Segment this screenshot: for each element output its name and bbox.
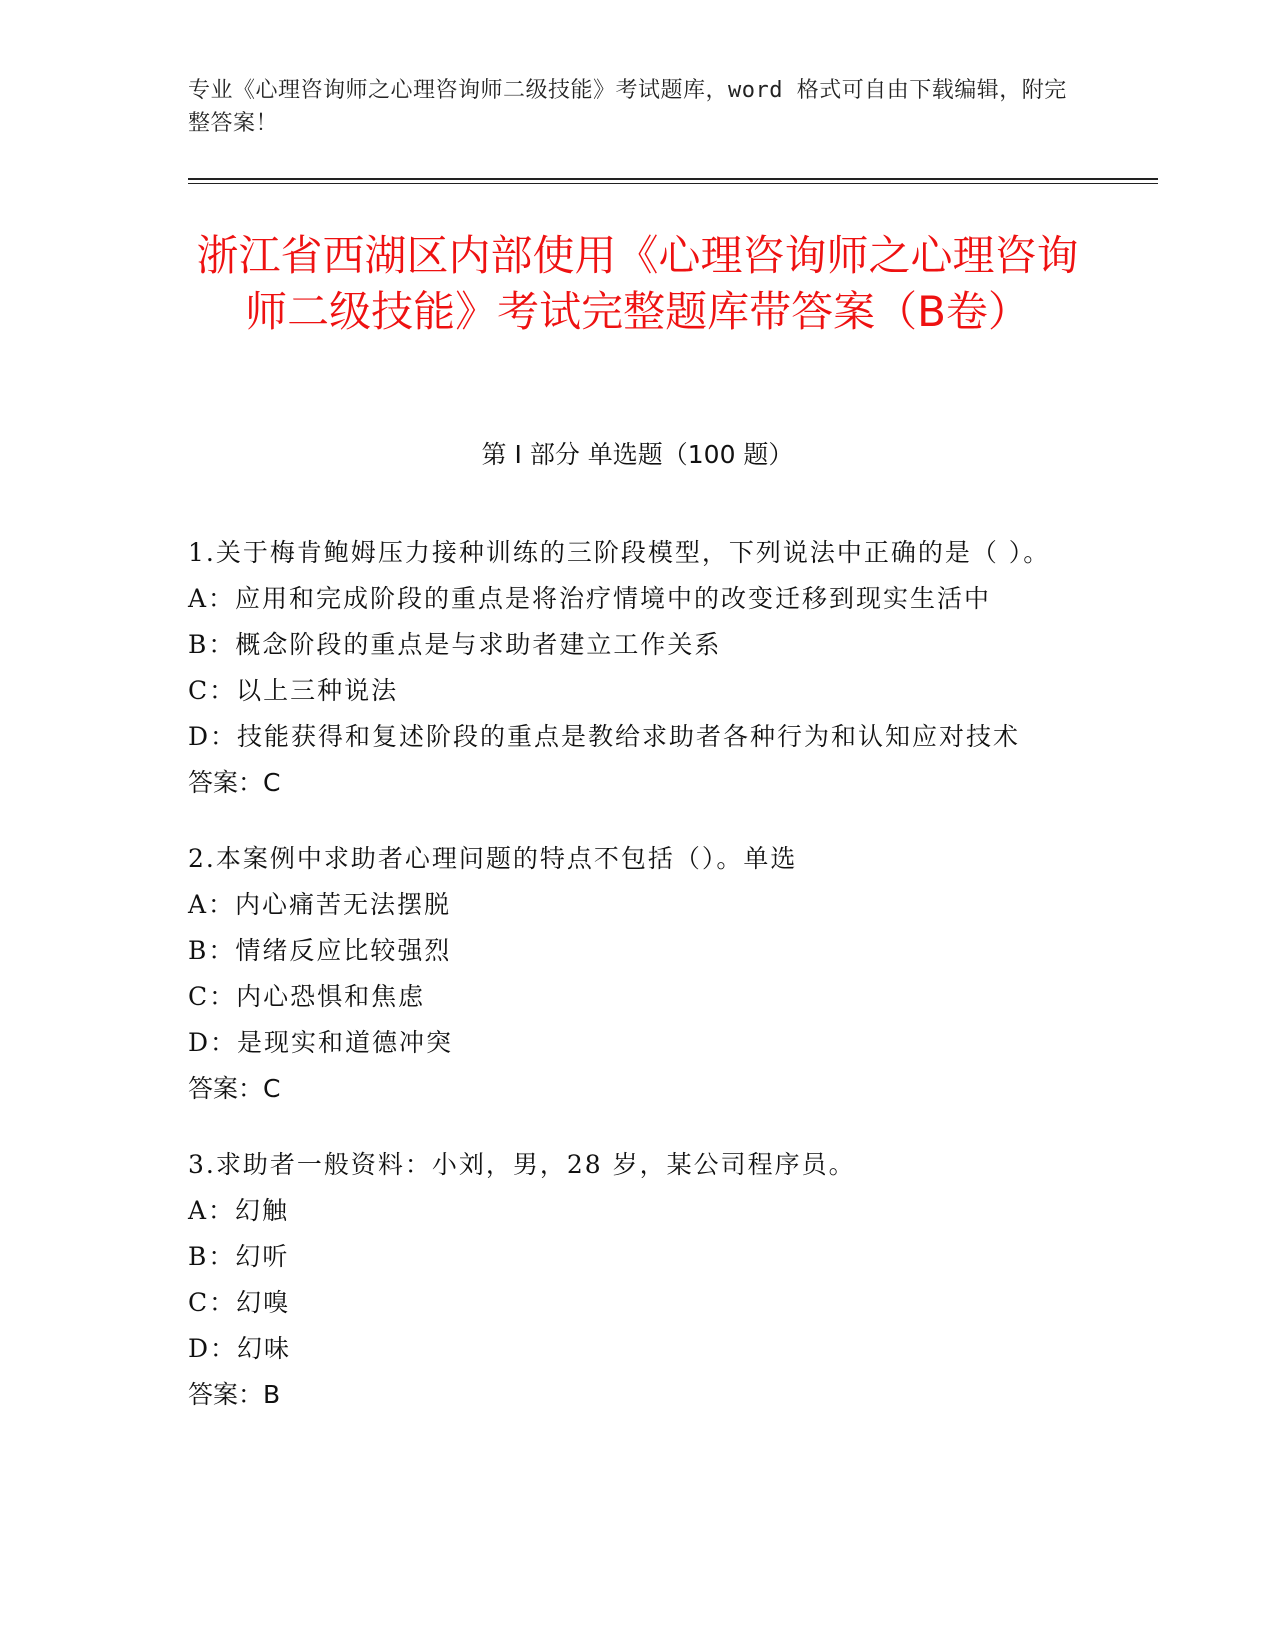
option-b: B：概念阶段的重点是与求助者建立工作关系 [188,630,722,659]
question-stem: 3.求助者一般资料：小刘，男，28 岁，某公司程序员。 [188,1150,856,1179]
option-a: A：应用和完成阶段的重点是将治疗情境中的改变迁移到现实生活中 [188,584,992,613]
question-1 [188,530,1088,806]
question-3 [188,1142,1088,1418]
section-title: 第 I 部分 单选题（100 题） [481,440,794,469]
option-b: B：幻听 [188,1242,290,1271]
question-stem: 2.本案例中求助者心理问题的特点不包括（）。单选 [188,844,798,873]
document-title: 浙江省西湖区内部使用《心理咨询师之心理咨询师二级技能》考试完整题库带答案（B卷） [196,231,1079,336]
answer-line: 答案：C [188,1074,281,1103]
option-c: C：内心恐惧和焦虑 [188,982,426,1011]
option-a: A：幻触 [188,1196,290,1225]
question-list [188,530,1088,1448]
option-d: D：幻味 [188,1334,292,1363]
question-stem: 1.关于梅肯鲍姆压力接种训练的三阶段模型，下列说法中正确的是（ ）。 [188,538,1051,567]
option-c: C：幻嗅 [188,1288,291,1317]
option-a: A：内心痛苦无法摆脱 [188,890,452,919]
option-b: B：情绪反应比较强烈 [188,936,452,965]
question-2 [188,836,1088,1112]
option-d: D：是现实和道德冲突 [188,1028,454,1057]
header-note: 专业《心理咨询师之心理咨询师二级技能》考试题库，word 格式可自由下载编辑，附完整答案！ [188,78,1067,136]
header-divider-thick [188,178,1158,180]
header-divider-thin [188,183,1158,184]
option-d: D：技能获得和复述阶段的重点是教给求助者各种行为和认知应对技术 [188,722,1021,751]
answer-line: 答案：B [188,1380,281,1409]
answer-line: 答案：C [188,768,281,797]
option-c: C：以上三种说法 [188,676,399,705]
